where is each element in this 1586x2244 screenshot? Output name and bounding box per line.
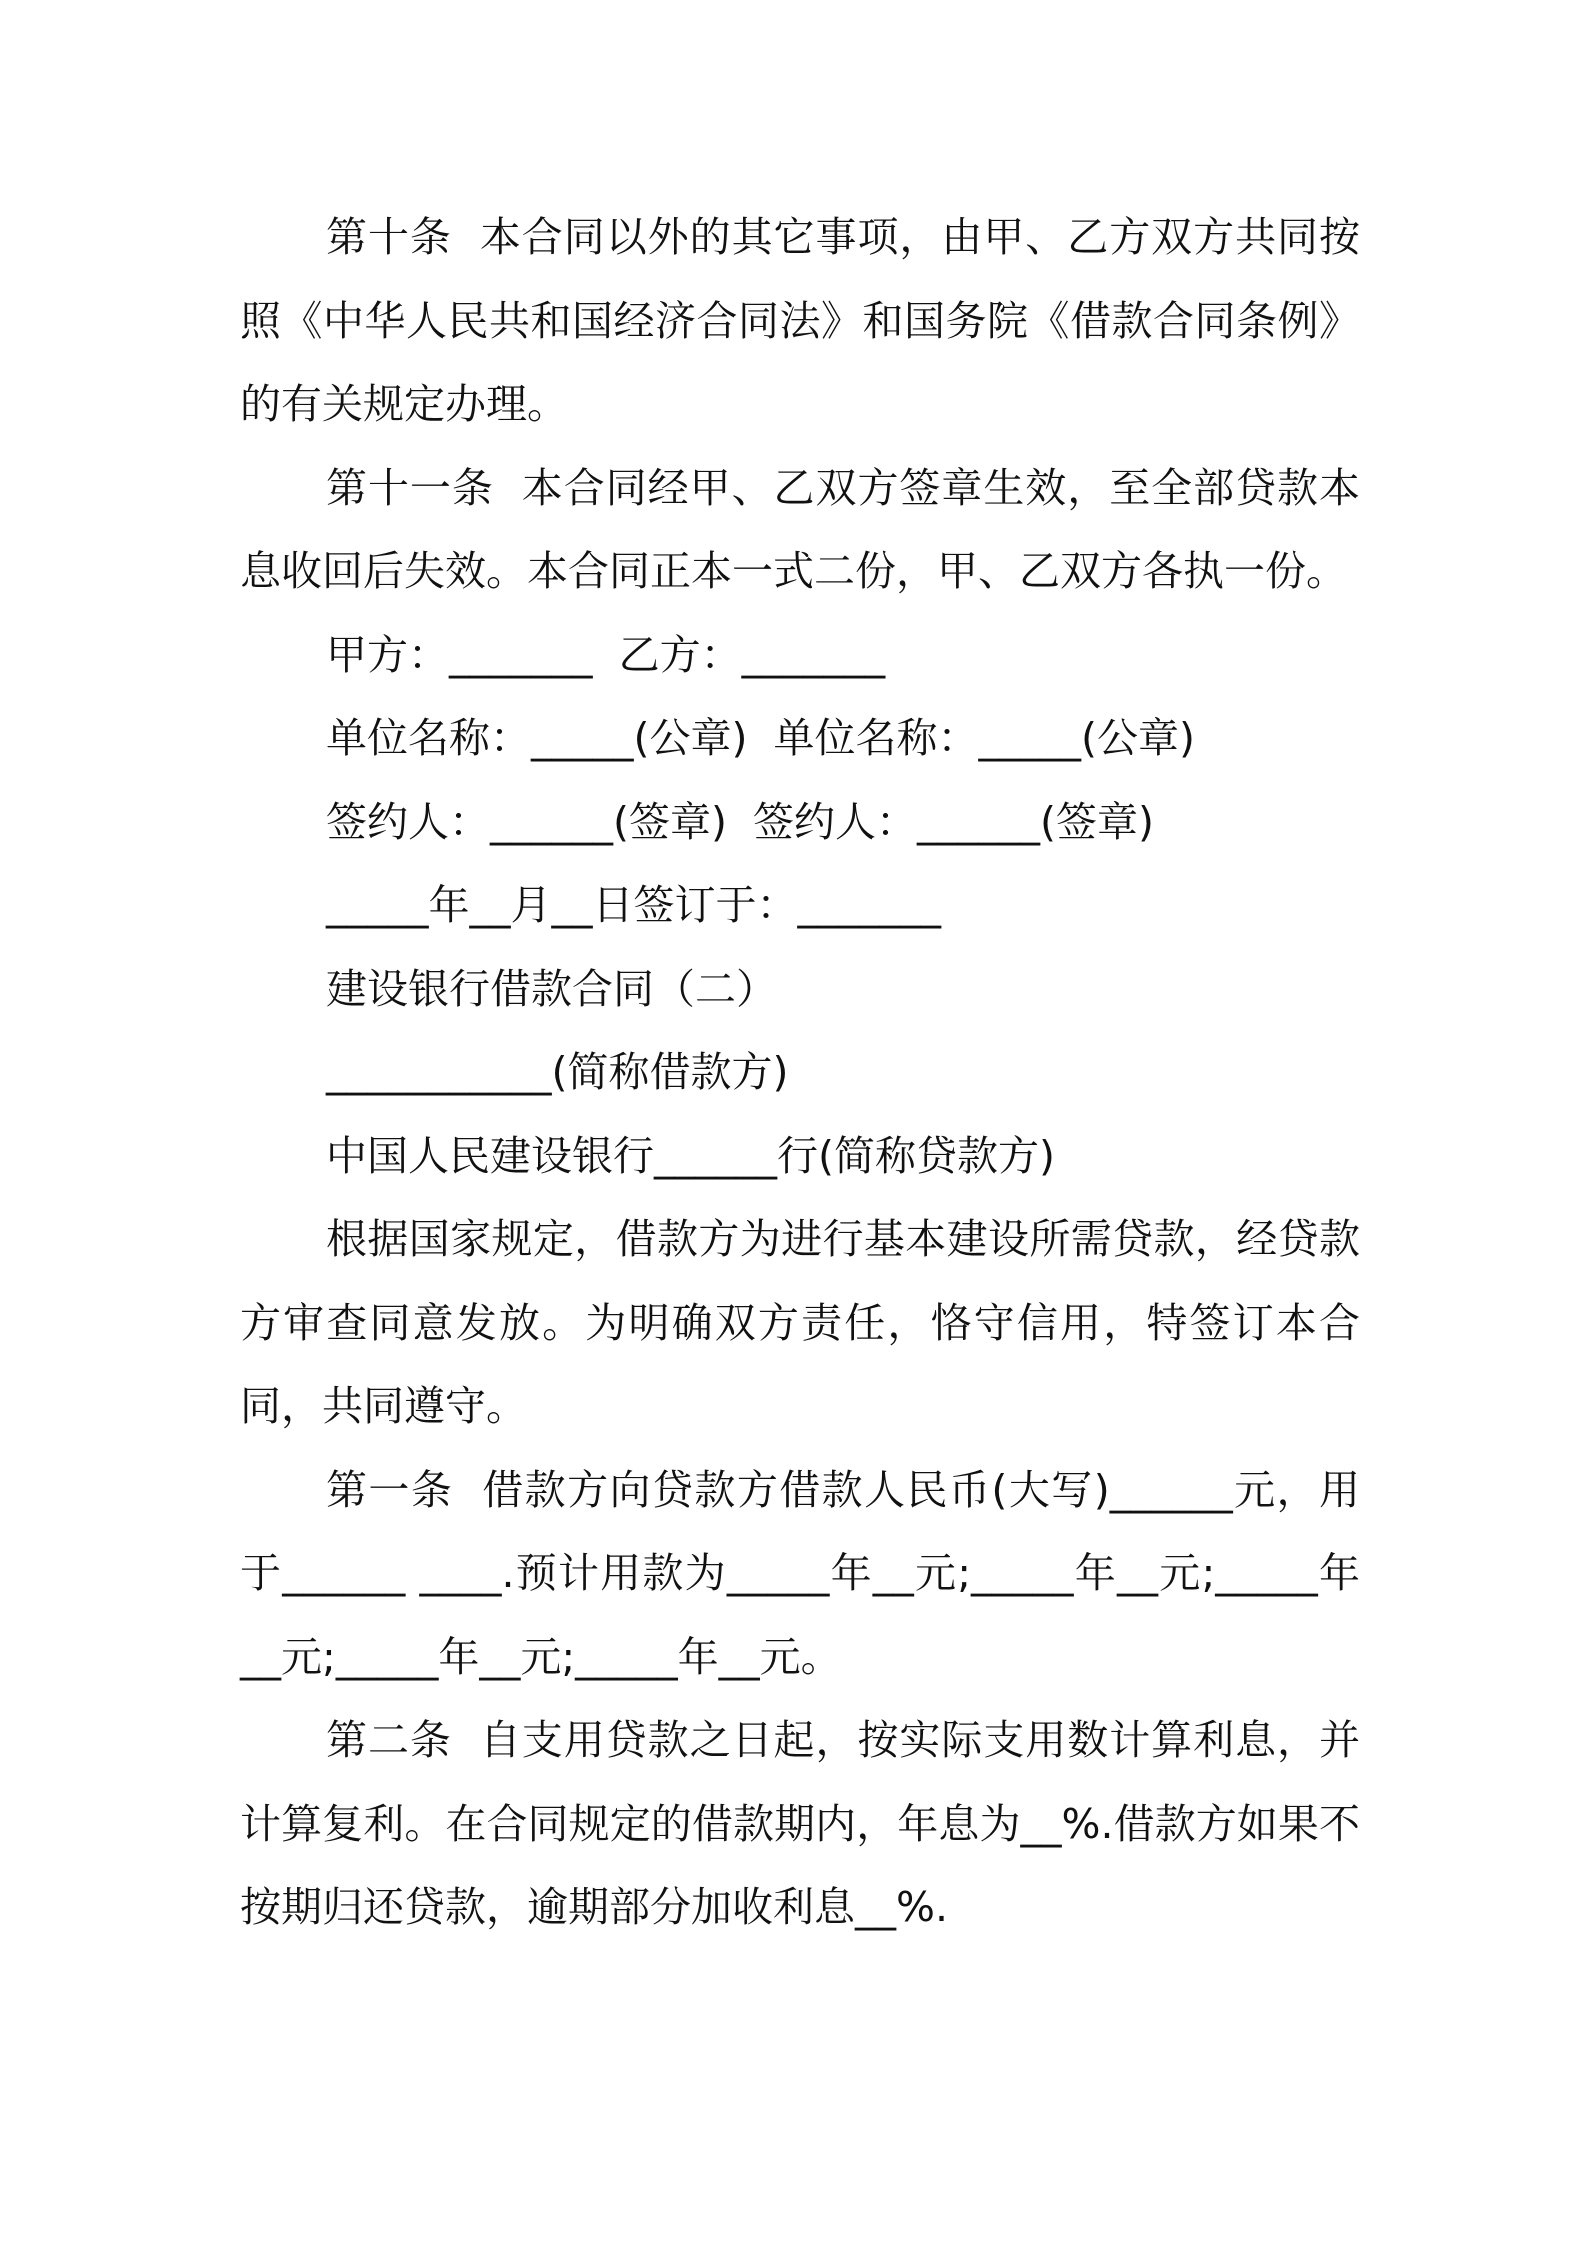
signatory-line: 签约人：______(签章) 签约人：______(签章) [326,797,1155,846]
contract-title: 建设银行借款合同（二） [326,964,777,1013]
party-line: 甲方：_______ 乙方：_______ [326,630,886,679]
unit-name-line: 单位名称：_____(公章) 单位名称：_____(公章) [326,714,1196,762]
clause-10: 第十条 本合同以外的其它事项，由甲、乙方双方共同按照《中华人民共和国经济合同法》和国务院《借款合同条例》的有关规定办理。 [240,213,1360,428]
borrower-line: ___________(简称借款方) [326,1048,789,1096]
clause-2: 第二条 自支用贷款之日起，按实际支用数计算利息，并计算复利。在合同规定的借款期内，年息为__%.借款方如果不按期归还贷款，逾期部分加收利息__%. [240,1716,1360,1931]
clause-11: 第十一条 本合同经甲、乙双方签章生效，至全部贷款本息收回后失效。本合同正本一式二份，甲、乙双方各执一份。 [240,463,1360,595]
document-body [240,196,1360,1950]
preamble: 根据国家规定，借款方为进行基本建设所需贷款，经贷款方审查同意发放。为明确双方责任，恪守信用，特签订本合同，共同遵守。 [240,1215,1360,1430]
clause-1: 第一条 借款方向贷款方借款人民币(大写)______元，用于______ ____.预计用款为_____年__元;_____年__元;_____年__元;_____年__元;_____年__元。 [240,1465,1360,1681]
lender-line: 中国人民建设银行______行(简称贷款方) [326,1131,1055,1180]
signing-date-line: _____年__月__日签订于：_______ [326,881,941,929]
